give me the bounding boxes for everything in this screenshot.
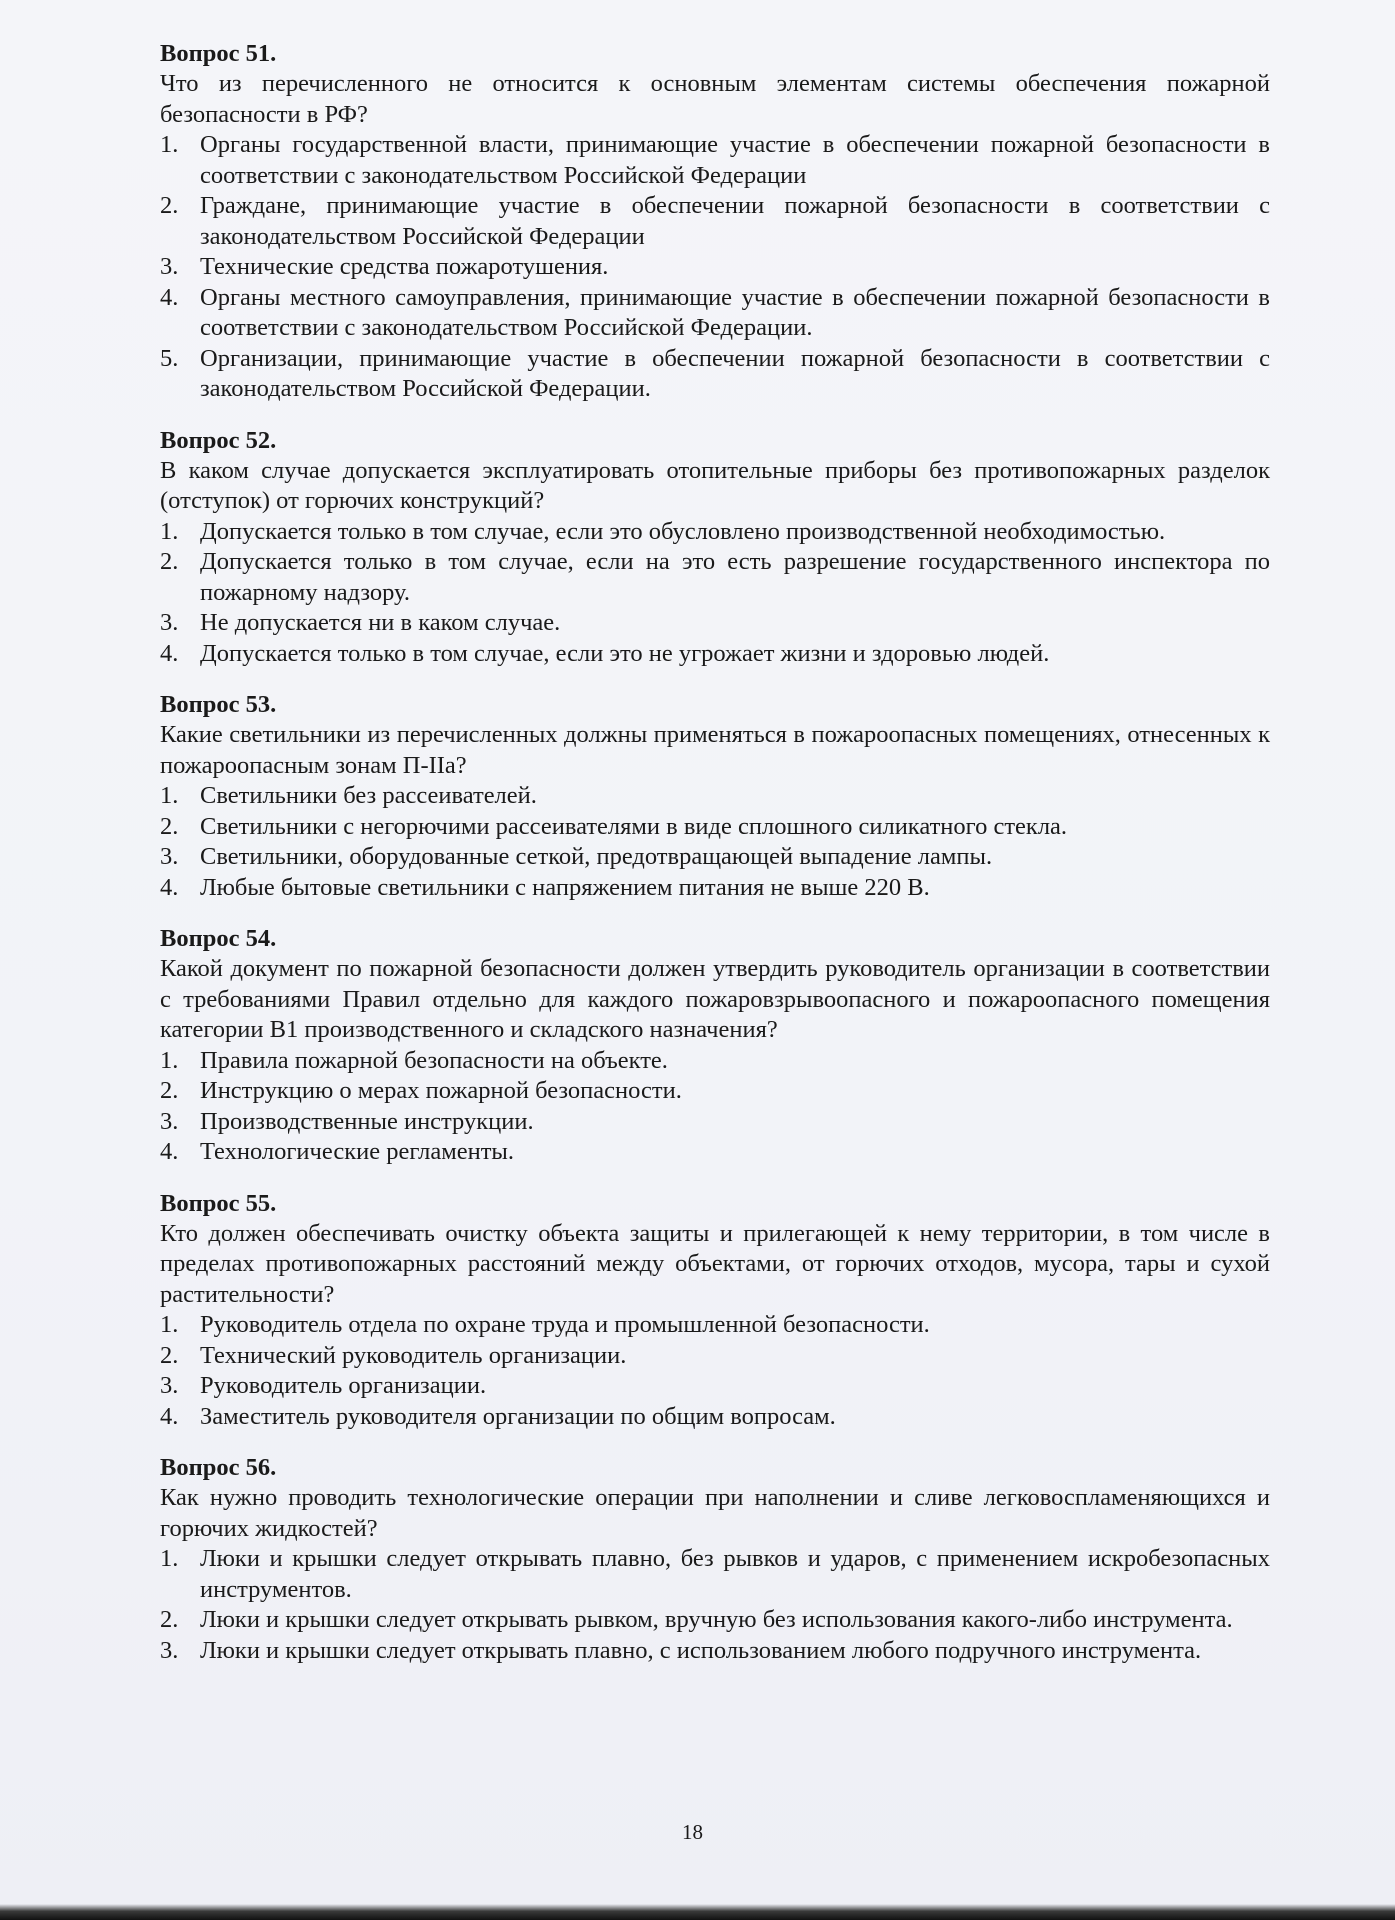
answer-text: Допускается только в том случае, если это обусловлено производственной необходимостью. xyxy=(200,517,1166,545)
question-block xyxy=(160,923,1270,1168)
answer-option xyxy=(160,1137,1270,1168)
question-text: Кто должен обеспечивать очистку объекта защиты и прилегающей к нему территории, в том числе в пределах противопожарных расстояний между объектами, от горючих отходов, мусора, тары и сухой растительности? xyxy=(160,1219,1270,1308)
answer-text: Технические средства пожаротушения. xyxy=(200,253,609,280)
answer-list xyxy=(160,781,1270,903)
answer-number: 5. xyxy=(160,344,179,372)
answer-number: 4. xyxy=(160,283,179,311)
answer-number: 3. xyxy=(160,1372,179,1399)
answer-number: 1. xyxy=(160,1311,179,1338)
answer-option xyxy=(160,873,1270,904)
answer-list xyxy=(160,1544,1270,1666)
answer-list xyxy=(160,517,1270,670)
answer-number: 3. xyxy=(160,609,179,636)
answer-list xyxy=(160,130,1270,405)
answer-option xyxy=(160,517,1270,548)
question-heading: Вопрос 56. xyxy=(160,1454,277,1481)
answer-number: 3. xyxy=(160,253,179,280)
answer-number: 2. xyxy=(160,1606,179,1633)
answer-text: Инструкцию о мерах пожарной безопасности. xyxy=(200,1077,682,1104)
answer-number: 4. xyxy=(160,639,179,667)
answer-text: Допускается только в том случае, если на это есть разрешение государственного инспектора по пожарному надзору. xyxy=(200,548,1270,606)
answer-number: 1. xyxy=(160,1046,179,1074)
answer-number: 4. xyxy=(160,1138,179,1165)
question-block xyxy=(160,689,1270,903)
answer-text: Допускается только в том случае, если это не угрожает жизни и здоровью людей. xyxy=(200,639,1050,667)
answer-number: 4. xyxy=(160,1402,179,1430)
answer-number: 3. xyxy=(160,1107,179,1135)
answer-text: Светильники без рассеивателей. xyxy=(200,782,537,809)
answer-text: Светильники, оборудованные сеткой, предотвращающей выпадение лампы. xyxy=(200,843,993,870)
answer-option xyxy=(160,191,1270,252)
answer-option xyxy=(160,608,1270,639)
question-text: Какой документ по пожарной безопасности должен утвердить руководитель организации в соответствии с требованиями Правил отдельно для каждого пожаровзрывоопасного и пожароопасного помещения категории В1 производственного и складского назначения? xyxy=(160,955,1270,1043)
page-number: 18 xyxy=(682,1820,703,1844)
answer-option xyxy=(160,1107,1270,1138)
answer-option xyxy=(160,1076,1270,1107)
answer-number: 2. xyxy=(160,192,179,219)
answer-option xyxy=(160,812,1270,843)
answer-text: Технический руководитель организации. xyxy=(200,1341,627,1369)
answer-text: Люки и крышки следует открывать рывком, вручную без использования какого-либо инструмента. xyxy=(200,1606,1233,1633)
answer-text: Светильники с негорючими рассеивателями в виде сплошного силикатного стекла. xyxy=(200,812,1068,840)
answer-option xyxy=(160,252,1270,283)
answer-list xyxy=(160,1310,1270,1432)
answer-option xyxy=(160,547,1270,608)
answer-option xyxy=(160,1341,1270,1372)
answer-option xyxy=(160,283,1270,344)
answer-text: Органы государственной власти, принимающие участие в обеспечении пожарной безопасности в соответствии с законодательством Российской Федерации xyxy=(200,131,1270,189)
answer-number: 1. xyxy=(160,1545,179,1572)
question-heading: Вопрос 54. xyxy=(160,925,277,952)
answer-text: Заместитель руководителя организации по общим вопросам. xyxy=(200,1402,836,1430)
answer-option xyxy=(160,1402,1270,1433)
answer-number: 3. xyxy=(160,843,179,870)
answer-option xyxy=(160,1371,1270,1402)
answer-option xyxy=(160,639,1270,670)
question-heading: Вопрос 52. xyxy=(160,426,277,454)
question-heading: Вопрос 55. xyxy=(160,1189,277,1217)
answer-number: 3. xyxy=(160,1636,179,1664)
answer-text: Не допускается ни в каком случае. xyxy=(200,609,561,636)
answer-text: Правила пожарной безопасности на объекте. xyxy=(200,1046,668,1074)
question-text: Что из перечисленного не относится к основным элементам системы обеспечения пожарной безопасности в РФ? xyxy=(160,70,1270,128)
question-block xyxy=(160,1452,1270,1666)
answer-option xyxy=(160,1605,1270,1636)
answer-option xyxy=(160,781,1270,812)
answer-text: Люки и крышки следует открывать плавно, с использованием любого подручного инструмента. xyxy=(200,1636,1202,1664)
question-block xyxy=(160,38,1270,405)
answer-number: 4. xyxy=(160,873,179,901)
question-block xyxy=(160,1188,1270,1433)
answer-text: Любые бытовые светильники с напряжением питания не выше 220 В. xyxy=(200,873,930,901)
answer-number: 2. xyxy=(160,548,179,575)
answer-option xyxy=(160,1544,1270,1605)
question-heading: Вопрос 53. xyxy=(160,691,277,718)
answer-option xyxy=(160,130,1270,191)
answer-text: Руководитель организации. xyxy=(200,1372,487,1399)
question-heading: Вопрос 51. xyxy=(160,40,277,67)
answer-number: 2. xyxy=(160,812,179,840)
scan-bottom-edge xyxy=(0,1904,1395,1920)
answer-option xyxy=(160,344,1270,405)
answer-text: Руководитель отдела по охране труда и промышленной безопасности. xyxy=(200,1311,930,1338)
answer-text: Технологические регламенты. xyxy=(200,1138,515,1165)
answer-text: Люки и крышки следует открывать плавно, без рывков и ударов, с применением искробезопасных инструментов. xyxy=(200,1545,1270,1603)
answer-number: 1. xyxy=(160,782,179,809)
answer-number: 1. xyxy=(160,131,179,158)
answer-number: 1. xyxy=(160,517,179,545)
question-block xyxy=(160,425,1270,670)
answer-text: Производственные инструкции. xyxy=(200,1107,534,1135)
answer-option xyxy=(160,1310,1270,1341)
answer-number: 2. xyxy=(160,1341,179,1369)
answer-text: Организации, принимающие участие в обеспечении пожарной безопасности в соответствии с законодательством Российской Федерации. xyxy=(200,344,1270,402)
question-text: В каком случае допускается эксплуатировать отопительные приборы без противопожарных разделок (отступок) от горючих конструкций? xyxy=(160,456,1270,514)
answer-option xyxy=(160,1046,1270,1077)
answer-list xyxy=(160,1046,1270,1168)
question-text: Какие светильники из перечисленных должны применяться в пожароопасных помещениях, отнесенных к пожароопасным зонам П-IIа? xyxy=(160,721,1270,779)
answer-text: Органы местного самоуправления, принимающие участие в обеспечении пожарной безопасности в соответствии с законодательством Российской Федерации. xyxy=(200,283,1270,341)
answer-number: 2. xyxy=(160,1077,179,1104)
answer-text: Граждане, принимающие участие в обеспечении пожарной безопасности в соответствии с законодательством Российской Федерации xyxy=(200,192,1270,250)
answer-option xyxy=(160,1636,1270,1667)
question-list xyxy=(160,38,1270,1686)
answer-option xyxy=(160,842,1270,873)
question-text: Как нужно проводить технологические операции при наполнении и сливе легковоспламеняющихся и горючих жидкостей? xyxy=(160,1484,1270,1542)
